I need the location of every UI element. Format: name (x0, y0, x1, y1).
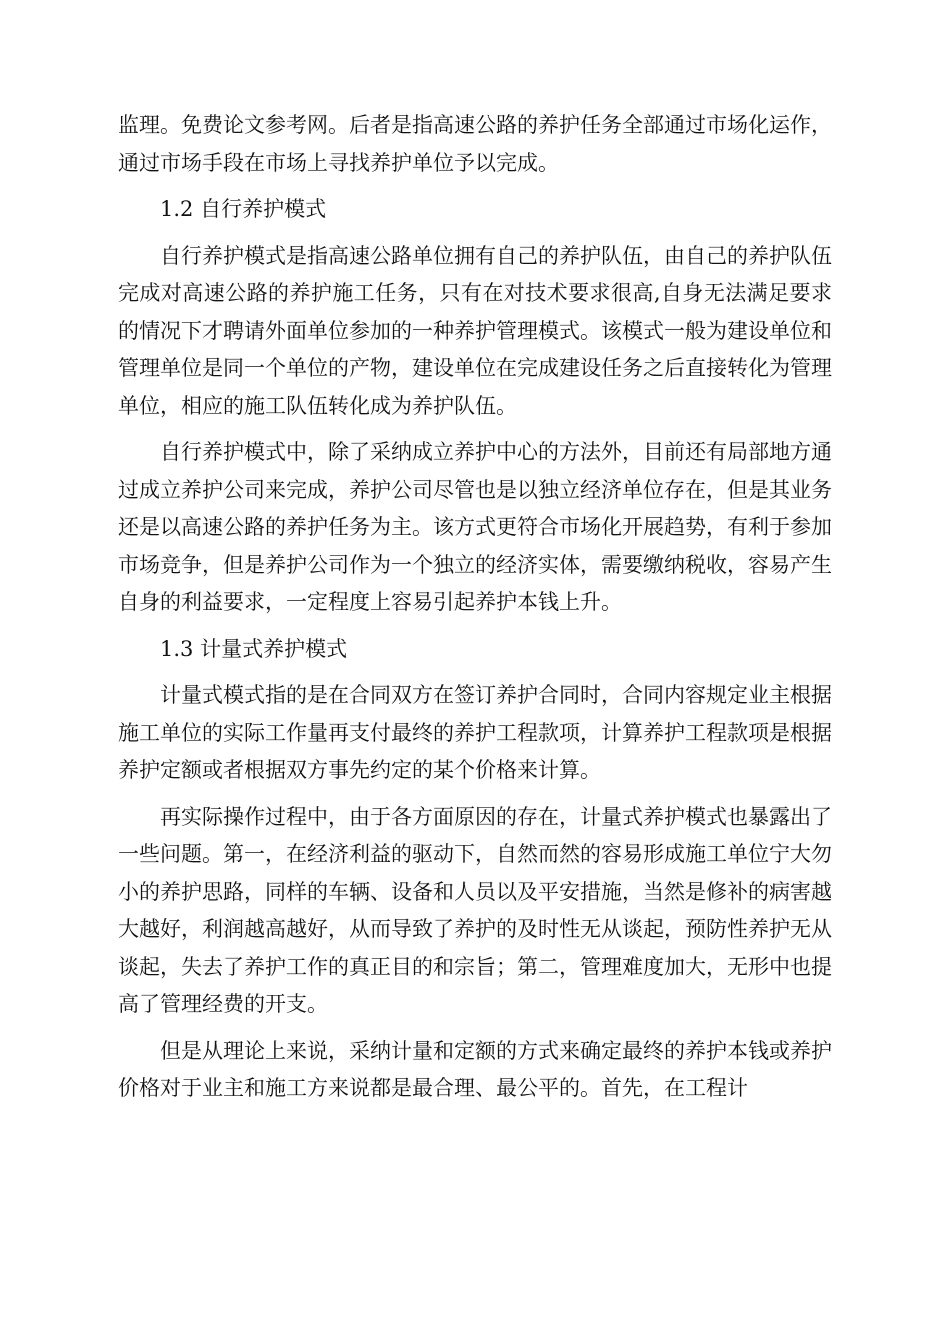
paragraph-continuation: 监理。免费论文参考网。后者是指高速公路的养护任务全部通过市场化运作，通过市场手段在市场上寻找养护单位予以完成。 (118, 113, 832, 175)
paragraph-self-maintenance-company: 自行养护模式中，除了采纳成立养护中心的方法外，目前还有局部地方通过成立养护公司来完成，养护公司尽管也是以独立经济单位存在，但是其业务还是以高速公路的养护任务为主。该方式更符合市场化开展趋势，有利于参加市场竞争，但是养护公司作为一个独立的经济实体，需要缴纳税收，容易产生自身的利益要求，一定程度上容易引起养护本钱上升。 (118, 440, 832, 614)
paragraph-self-maintenance-definition: 自行养护模式是指高速公路单位拥有自己的养护队伍，由自己的养护队伍完成对高速公路的养护施工任务，只有在对技术要求很高,自身无法满足要求的情况下才聘请外面单位参加的一种养护管理模式。该模式一般为建设单位和管理单位是同一个单位的产物，建设单位在完成建设任务之后直接转化为管理单位，相应的施工队伍转化成为养护队伍。 (118, 243, 832, 418)
section-heading-1-3: 1.3 计量式养护模式 (160, 636, 348, 661)
paragraph-metered-mode-problems: 再实际操作过程中，由于各方面原因的存在，计量式养护模式也暴露出了一些问题。第一，在经济利益的驱动下，自然而然的容易形成施工单位宁大勿小的养护思路，同样的车辆、设备和人员以及平安措施，当然是修补的病害越大越好，利润越高越好，从而导致了养护的及时性无从谈起，预防性养护无从谈起，失去了养护工作的真正目的和宗旨；第二，管理难度加大，无形中也提高了管理经费的开支。 (118, 804, 832, 1016)
section-heading-1-2: 1.2 自行养护模式 (160, 197, 327, 221)
document-body (118, 107, 832, 1108)
paragraph-metered-mode-definition: 计量式模式指的是在合同双方在签订养护合同时，合同内容规定业主根据施工单位的实际工作量再支付最终的养护工程款项，计算养护工程款项是根据养护定额或者根据双方事先约定的某个价格来计算。 (118, 683, 832, 782)
paragraph-metered-mode-theory: 但是从理论上来说，采纳计量和定额的方式来确定最终的养护本钱或养护价格对于业主和施工方来说都是最合理、最公平的。首先，在工程计 (118, 1038, 832, 1100)
